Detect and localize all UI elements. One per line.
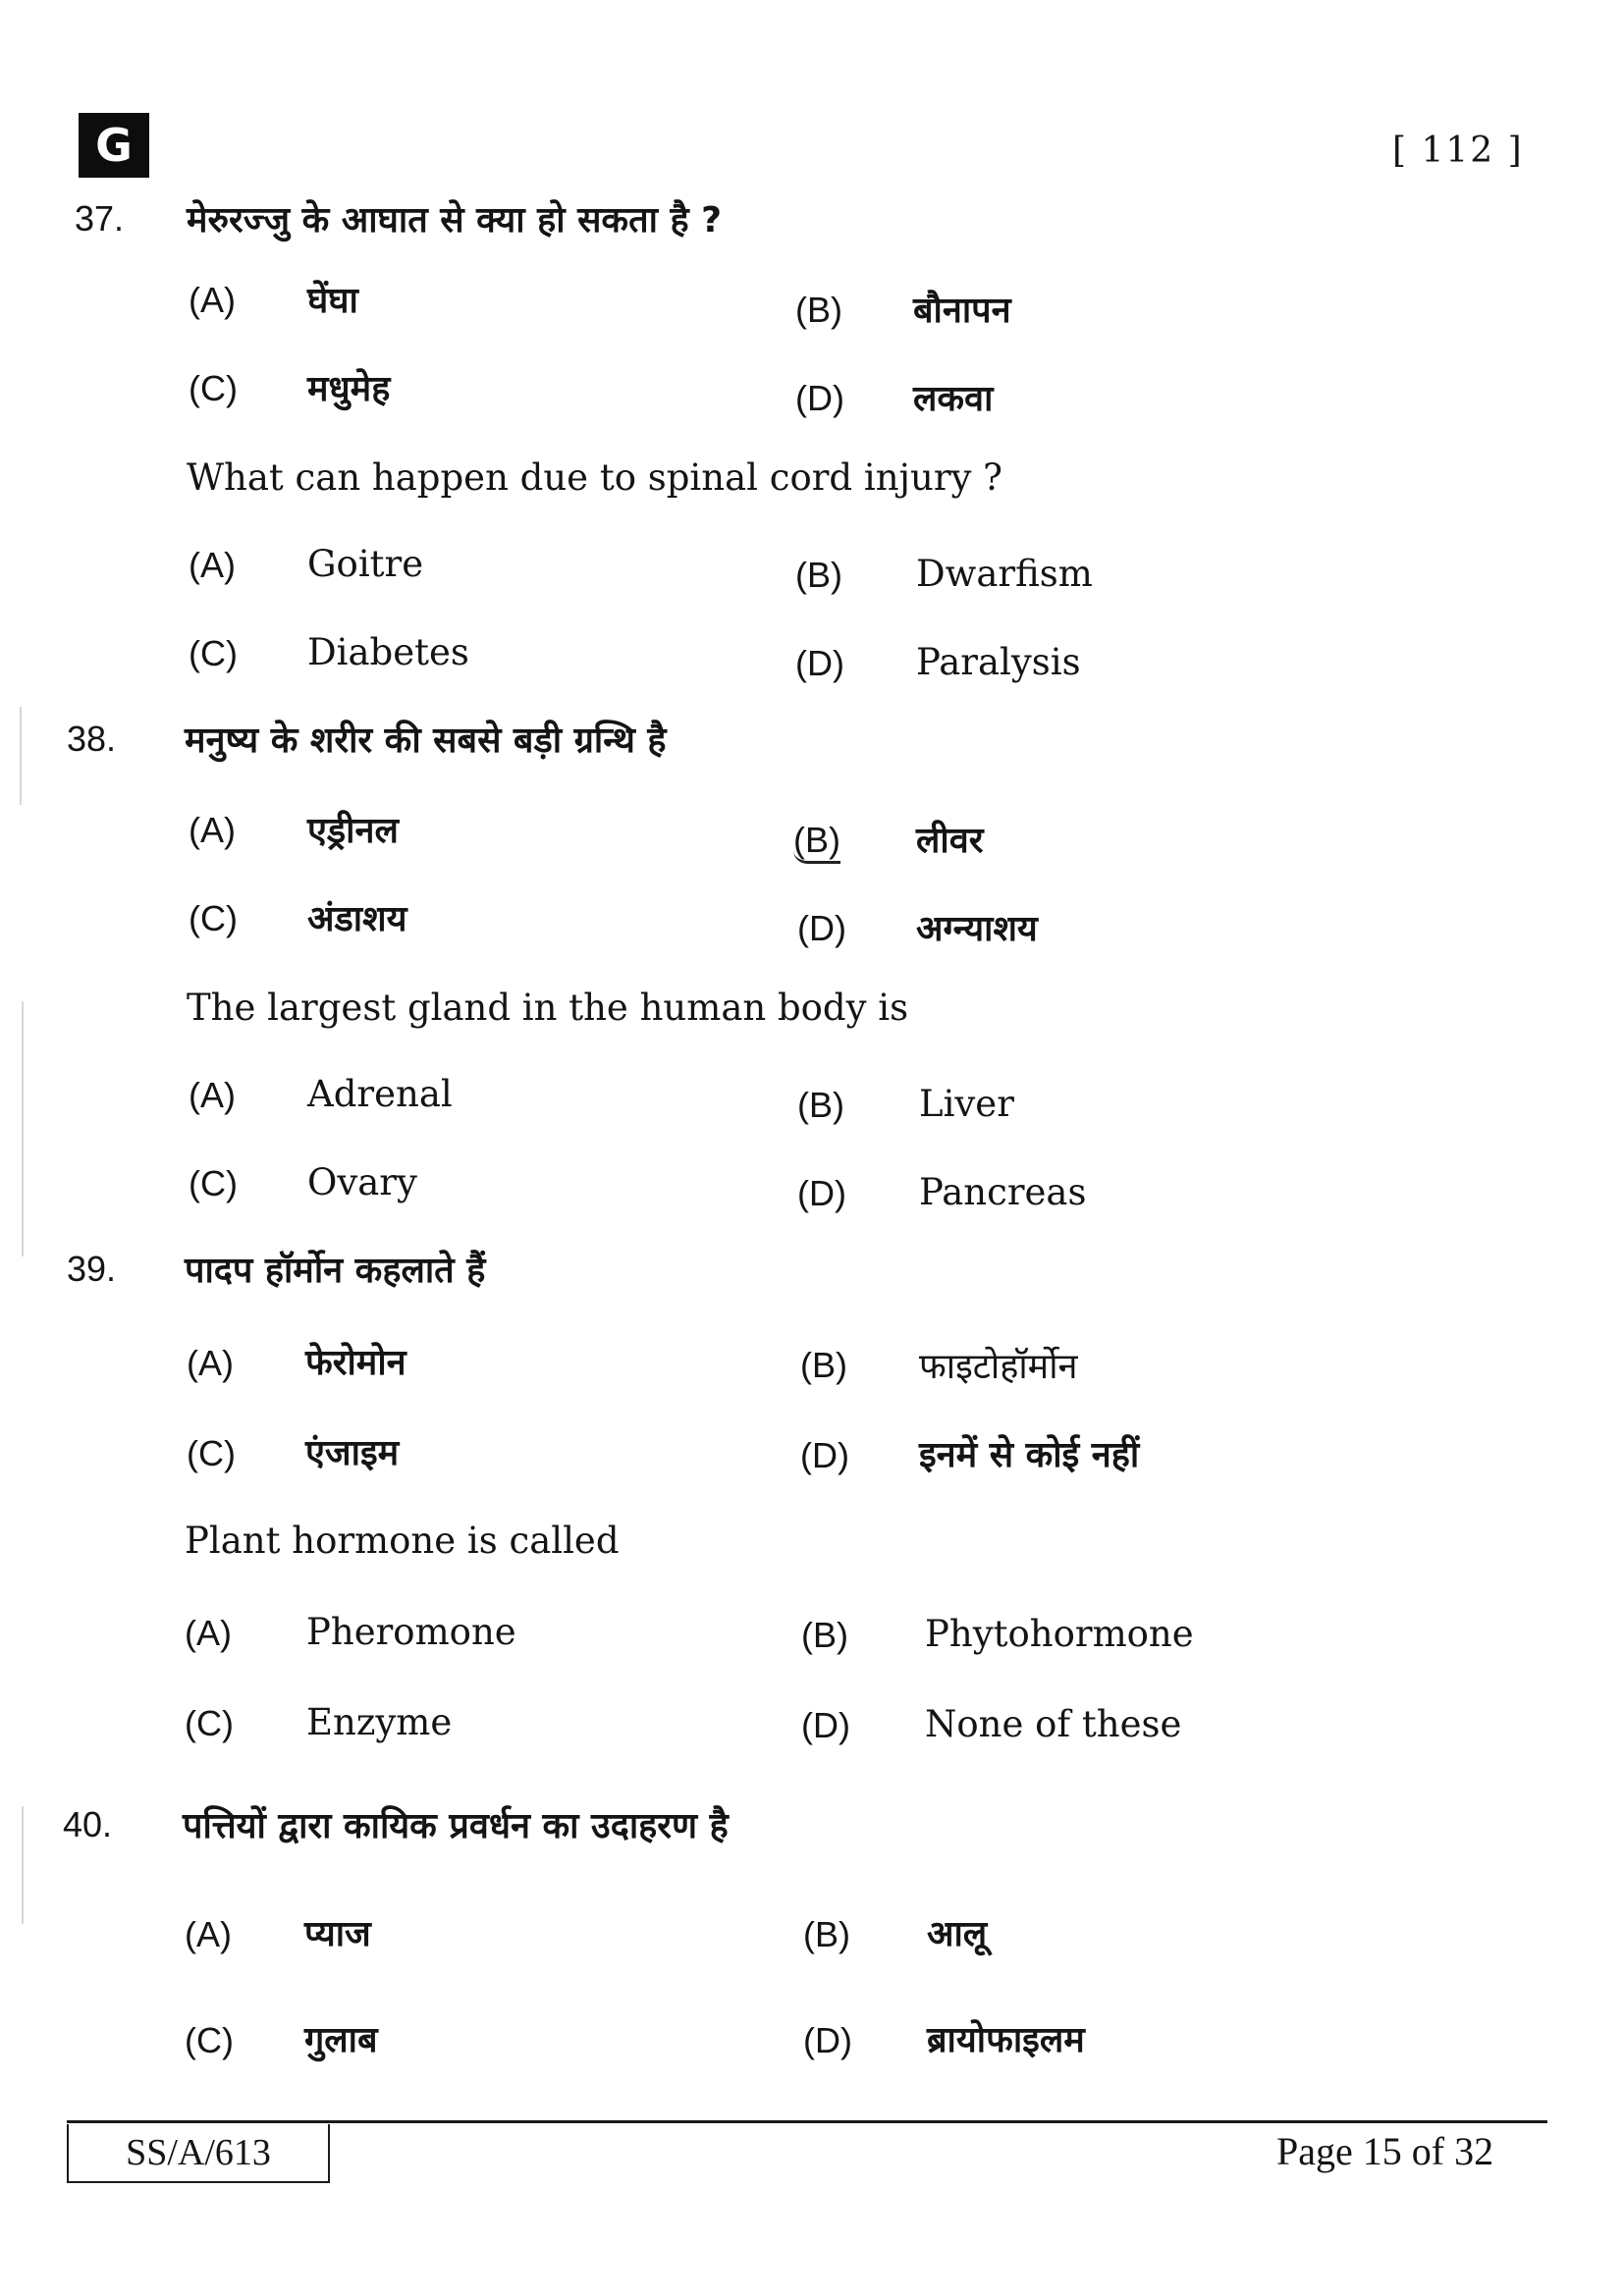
- option-text[interactable]: प्याज: [304, 1914, 371, 1954]
- option-text[interactable]: Pancreas: [919, 1171, 1087, 1213]
- option-label: (C): [189, 898, 238, 938]
- option-text[interactable]: Adrenal: [307, 1073, 453, 1115]
- option-text[interactable]: ब्रायोफाइलम: [927, 2020, 1085, 2060]
- margin-mark: [22, 1806, 24, 1924]
- option-text[interactable]: Pheromone: [306, 1611, 516, 1653]
- option-label: (A): [189, 280, 236, 320]
- option-label: (B): [800, 1345, 847, 1385]
- option-text[interactable]: इनमें से कोई नहीं: [919, 1435, 1140, 1475]
- option-text[interactable]: गुलाब: [304, 2020, 378, 2060]
- option-text[interactable]: Dwarfism: [916, 553, 1093, 595]
- margin-mark: [20, 707, 22, 805]
- option-label: (C): [189, 633, 238, 673]
- option-label: (B): [801, 1615, 848, 1655]
- option-label: (A): [185, 1613, 232, 1653]
- option-text[interactable]: Liver: [919, 1083, 1014, 1125]
- booklet-number: [ 112 ]: [1392, 131, 1524, 171]
- option-label: (C): [187, 1433, 236, 1473]
- option-label: (B): [797, 1085, 844, 1125]
- option-text[interactable]: लीवर: [916, 821, 984, 861]
- footer-divider: [67, 2120, 1547, 2123]
- option-label: (A): [187, 1343, 234, 1383]
- page-number: Page 15 of 32: [1276, 2129, 1494, 2173]
- option-label: (A): [185, 1914, 232, 1954]
- option-label: (A): [189, 545, 236, 585]
- option-label: (D): [795, 643, 844, 683]
- option-label: (B): [795, 290, 842, 330]
- option-label: (A): [189, 810, 236, 850]
- option-text[interactable]: बौनापन: [913, 291, 1011, 331]
- question-text-english: The largest gland in the human body is: [187, 987, 909, 1029]
- option-text[interactable]: अग्न्याशय: [916, 909, 1038, 949]
- question-text-english: What can happen due to spinal cord injury ?: [187, 456, 1003, 499]
- option-text[interactable]: एड्रीनल: [307, 811, 399, 851]
- option-label: (A): [189, 1075, 236, 1115]
- option-text[interactable]: अंडाशय: [307, 899, 407, 939]
- question-text-hindi: पादप हॉर्मोन कहलाते हैं: [185, 1251, 486, 1291]
- option-text[interactable]: घेंघा: [307, 281, 358, 321]
- option-text[interactable]: None of these: [925, 1703, 1182, 1745]
- option-label: (D): [797, 908, 846, 948]
- set-code-badge: G: [79, 113, 149, 178]
- option-label: (C): [189, 1163, 238, 1203]
- paper-code: SS/A/613: [67, 2124, 330, 2183]
- option-text[interactable]: Phytohormone: [925, 1613, 1194, 1655]
- option-text[interactable]: Goitre: [307, 543, 424, 585]
- question-number: 38.: [67, 719, 117, 759]
- question-text-hindi: मेरुरज्जु के आघात से क्या हो सकता है ?: [187, 200, 722, 240]
- question-number: 40.: [63, 1804, 113, 1844]
- option-text[interactable]: Ovary: [307, 1161, 417, 1203]
- option-label: (B): [795, 555, 842, 595]
- option-label: (C): [185, 1703, 234, 1743]
- option-text[interactable]: लकवा: [913, 379, 994, 419]
- option-text[interactable]: फेरोमोन: [305, 1343, 406, 1383]
- option-text[interactable]: Enzyme: [306, 1701, 453, 1743]
- question-number: 39.: [67, 1249, 117, 1289]
- question-text-hindi: मनुष्य के शरीर की सबसे बड़ी ग्रन्थि है: [185, 721, 667, 761]
- question-number: 37.: [75, 198, 125, 239]
- margin-mark: [22, 1001, 24, 1256]
- option-label: (D): [801, 1705, 850, 1745]
- option-text[interactable]: आलू: [927, 1914, 988, 1954]
- option-label: (D): [803, 2020, 852, 2060]
- option-label: (C): [189, 368, 238, 408]
- option-text[interactable]: Diabetes: [307, 631, 469, 673]
- question-text-english: Plant hormone is called: [185, 1520, 620, 1562]
- option-label: (D): [795, 378, 844, 418]
- option-label: (C): [185, 2020, 234, 2060]
- option-label: (D): [800, 1435, 849, 1475]
- option-label: (B): [803, 1914, 850, 1954]
- option-text[interactable]: मधुमेह: [307, 369, 391, 409]
- option-label-marked: (B): [793, 820, 840, 864]
- option-text[interactable]: फाइटोहॉर्मोन: [919, 1347, 1078, 1387]
- option-text[interactable]: Paralysis: [916, 641, 1081, 683]
- question-text-hindi: पत्तियों द्वारा कायिक प्रवर्धन का उदाहरण है: [183, 1806, 729, 1846]
- option-label: (D): [797, 1173, 846, 1213]
- option-text[interactable]: एंजाइम: [305, 1433, 400, 1473]
